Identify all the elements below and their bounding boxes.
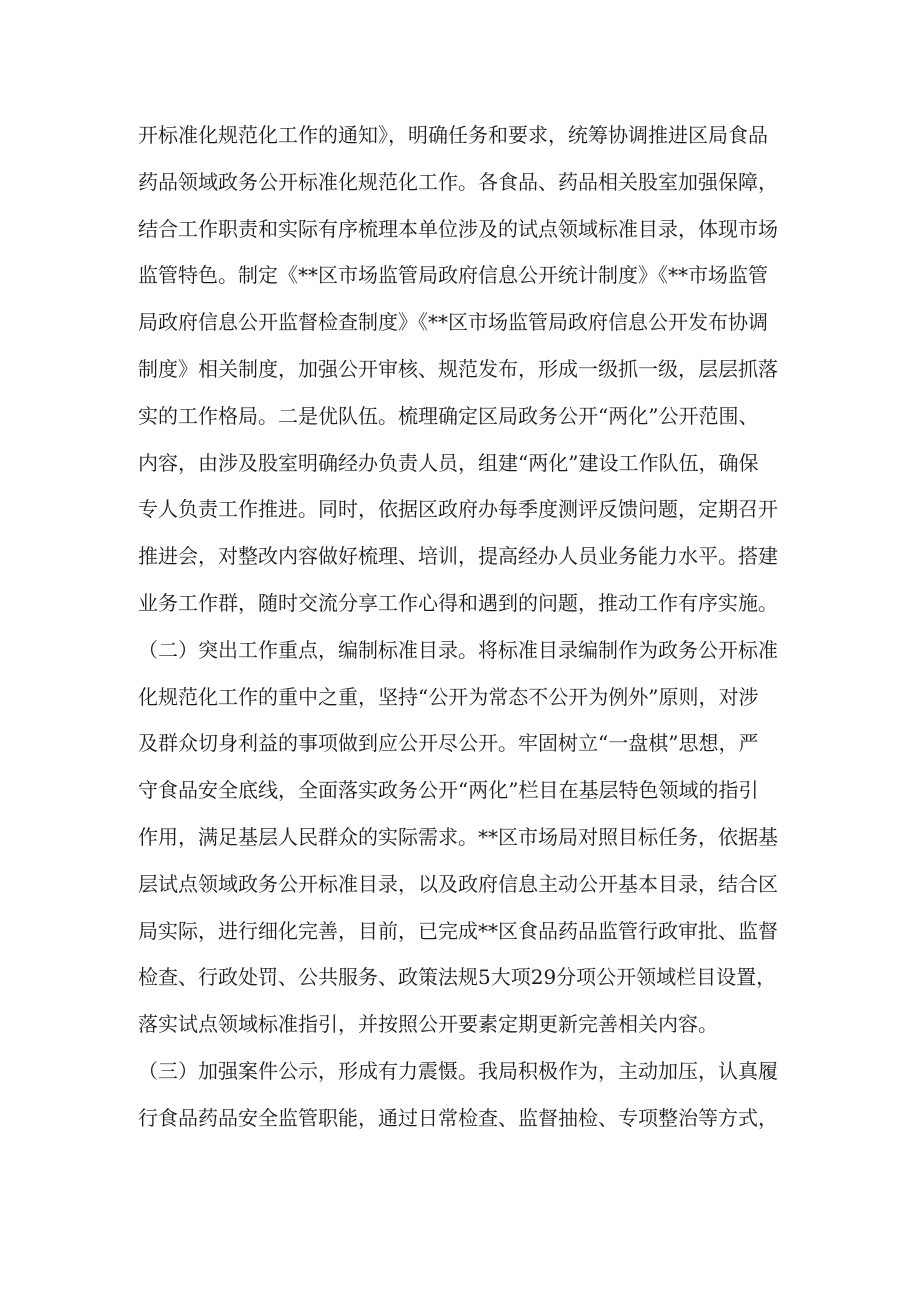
text-line: 检查、行政处罚、公共服务、政策法规5大项29分项公开领域栏目设置， [138, 965, 777, 990]
text-line: 药品领域政务公开标准化规范化工作。各食品、药品相关股室加强保障， [138, 169, 778, 194]
text-line: 化规范化工作的重中之重，坚持“公开为常态不公开为例外”原则，对涉 [138, 684, 759, 709]
text-line: 监管特色。制定《**区市场监管局政府信息公开统计制度》《**市场监管 [138, 263, 768, 288]
text-line: 守食品安全底线，全面落实政务公开“两化”栏目在基层特色领域的指引 [138, 778, 759, 803]
text-line: 落实试点领域标准指引，并按照公开要素定期更新完善相关内容。 [138, 1012, 718, 1037]
text-line: 开标准化规范化工作的通知》，明确任务和要求，统筹协调推进区局食品 [138, 123, 768, 147]
text-line: 内容，由涉及股室明确经办负责人员，组建“两化”建设工作队伍，确保 [138, 450, 759, 475]
text-line: 作用，满足基层人民群众的实际需求。**区市场局对照目标任务，依据基 [138, 824, 778, 849]
body-text [138, 112, 788, 1142]
text-line: 实的工作格局。二是优队伍。梳理确定区局政务公开“两化”公开范围、 [138, 403, 759, 428]
text-line: 业务工作群，随时交流分享工作心得和遇到的问题，推动工作有序实施。 [138, 590, 778, 615]
text-line: 推进会，对整改内容做好梳理、培训，提高经办人员业务能力水平。搭建 [138, 544, 778, 569]
text-line: 专人负责工作推进。同时，依据区政府办每季度测评反馈问题，定期召开 [138, 497, 778, 522]
section-heading-line: （三）加强案件公示，形成有力震慑。我局积极作为，主动加压，认真履 [138, 1058, 778, 1083]
text-line: 结合工作职责和实际有序梳理本单位涉及的试点领域标准目录，体现市场 [138, 216, 778, 241]
text-line: 行食品药品安全监管职能，通过日常检查、监督抽检、专项整治等方式， [138, 1105, 778, 1130]
text-line: 层试点领域政务公开标准目录，以及政府信息主动公开基本目录，结合区 [138, 871, 778, 896]
text-line: 及群众切身利益的事项做到应公开尽公开。牢固树立“一盘棋”思想，严 [138, 731, 759, 756]
text-line: 局实际，进行细化完善，目前，已完成**区食品药品监管行政审批、监督 [138, 918, 778, 943]
text-line: 制度》相关制度，加强公开审核、规范发布，形成一级抓一级，层层抓落 [138, 356, 778, 381]
text-line: 局政府信息公开监督检查制度》《**区市场监管局政府信息公开发布协调 [138, 310, 768, 335]
section-heading-line: （二）突出工作重点，编制标准目录。将标准目录编制作为政务公开标准 [138, 637, 778, 662]
